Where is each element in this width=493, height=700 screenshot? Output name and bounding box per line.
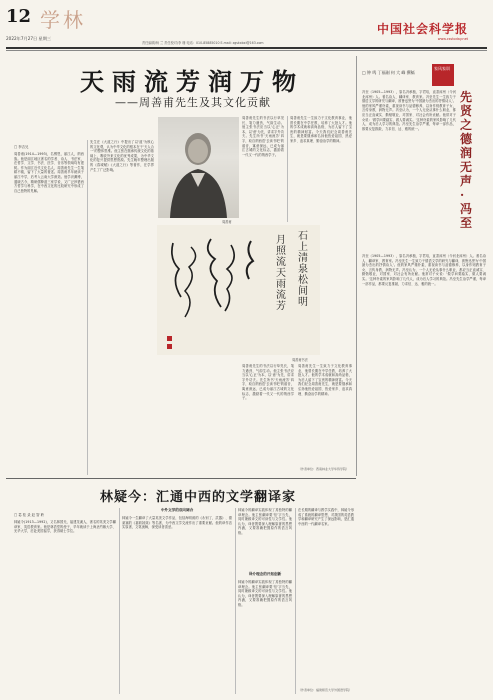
feature-column-3: 周善甫先生的书法以行草见长，笔力遒劲，气韵生动。他主张书法应当以'心正'为本，以'意'为先，讲求字外功夫。先生所书'天雨流芳'四字，取自纳西语'去读书吧'的谐音，寓意深远，已成为丽江古城的文化标志，激励着一代又一代的纳西学子。: [242, 116, 284, 157]
seal-stamp: [167, 344, 172, 349]
sidebar-body: 冯至（1905—1993），原名冯承植，字君培，直隶涿州（今河北涿州）人。著名诗人、翻译家、教育家。冯至先生一生致力于德语文学的研究与翻译，被鲁迅誉为'中国最为杰出的抒情诗人'。他的家风严谨朴素，重视读书与品德修养，以身作则教育子女，言传身教，润物无声。冯至认为，一个人无论从事什么职业，都应当正直诚实、勤勉敬业，对国家、对社会有所贡献。他常对子女说：'做学问要踏实，做人要诚实。'这种朴素的家风影响了几代人，成为后人学习的典范。冯至先生治学严谨，每译一部作品，都要反复推敲，力求信、达、雅的统一。: [362, 90, 456, 131]
column-divider: [287, 116, 288, 222]
feature-column-1: 周善甫(1914—1993)，名锡恩，丽江人，纳西族。他是丽江地区著名的学者、诗人、书法家，在哲学、文学、书法、医学、音乐等领域均有建树。作为丽江近代文化名人，周善甫先生一生笔耕不辍，留下了大量的著述。周善甫早年就读于丽江中学，后考入云南大学深造。他学识渊博，通晓古今，精研儒释道三家学说，又广泛涉猎西方哲学与科学，在中西文化的比较研究中形成了自己独特的见解。: [14, 152, 84, 193]
feature-author-note: （作者单位：西南林业大学华侨学院）: [298, 467, 350, 471]
calligraphy-char: 流: [276, 290, 286, 301]
column-divider: [295, 508, 296, 694]
masthead-rule: [6, 47, 487, 49]
feature-column-3-cont: 周善甫先生的书法以行草见长，笔力遒劲，气韵生动。他主张书法应当以'心正'为本，以'意'为先，讲求字外功夫。先生所书'天雨流芳'四字，取自纳西语'去读书吧'的谐音，寓意深远，已成为丽江古城的文化标志，激励着一代又一代的纳西学子。: [242, 364, 294, 401]
article2-column-1: 林疑今(1913—1992)，又名林国光，福建龙溪人，著名的英美文学翻译家、英语教育家。他是林语堂的侄子，早年就读于上海圣约翰大学、光华大学，后赴美国留学，获得硕士学位。: [14, 520, 116, 534]
calligraphy-char: 松: [298, 275, 308, 286]
calligraphy-char: 石: [298, 231, 308, 242]
column-divider: [235, 508, 236, 694]
calligraphy-char: 天: [276, 268, 286, 279]
feature-column-4: 周善甫先生一生致力于文化教育事业，他曾长期在中学任教，培养了大批人才。他的学术成就和高尚品格，为后人留下了宝贵的精神财富。今天我们纪念周善甫先生，就是要继承和弘扬他热爱祖国、热爱家乡、追求真理、勤奋治学的精神。: [290, 116, 352, 143]
masthead-rule-thin: [6, 50, 487, 51]
sidebar-title: 先贤之德润无声·冯至: [460, 90, 473, 230]
article2-column-3: 林疑今的翻译实践体现了其独特的翻译理念。他主张翻译要'信'字当先，同时兼顾译文的可读性与文学性。他认为，译者既要深入理解原著的思想内涵，又要准确把握原作的语言风格。: [238, 508, 292, 535]
calligraphy-char: 流: [276, 257, 286, 268]
column-divider: [119, 508, 120, 694]
calligraphy-char: 间: [298, 286, 308, 297]
calligraphy-strokes: [161, 233, 261, 348]
sidebar-divider: [356, 56, 357, 476]
calligraphy-char: 雨: [276, 279, 286, 290]
photo-caption: 周善甫: [222, 220, 232, 224]
paper-url: www.csstoday.net: [437, 37, 468, 41]
article2-column-4: 在长期的翻译与教学实践中，林疑今形成了系统的翻译思想，对我国的英语教学和翻译研究产生了深远影响，是汇通中西的一代翻译名家。: [298, 508, 354, 526]
calligraphy-char: 泉: [298, 264, 308, 275]
calligraphy-image: [157, 225, 320, 355]
calligraphy-char: 月: [276, 235, 286, 246]
article-divider: [6, 478, 356, 479]
article2-column-2: 林疑今一生翻译了大量英美文学作品，包括海明威的《永别了，武器》、德莱塞的《嘉莉妹妹》等名著，为中西文学交流作出了重要贡献。他的译作忠实原著，文笔流畅，深受读者喜爱。: [122, 516, 232, 530]
calligraphy-column: [298, 231, 312, 308]
calligraphy-char: 照: [276, 246, 286, 257]
feature-byline: □ 李吉兄: [14, 145, 29, 149]
calligraphy-char: 明: [298, 297, 308, 308]
feature-column-4-cont: 周善甫先生一生致力于文化教育事业，他曾长期在中学任教，培养了大批人才。他的学术成就和高尚品格，为后人留下了宝贵的精神财富。今天我们纪念周善甫先生，就是要继承和弘扬他热爱祖国、热爱家乡、追求真理、勤奋治学的精神。: [298, 364, 352, 396]
feature-subheadline: ——周善甫先生及其文化贡献: [115, 96, 271, 109]
sidebar-tag: 家风家训: [432, 64, 454, 86]
calligraphy-char: 清: [298, 253, 308, 264]
sidebar-body-cont: 冯至（1905—1993），原名冯承植，字君培，直隶涿州（今河北涿州）人。著名诗人、翻译家、教育家。冯至先生一生致力于德语文学的研究与翻译，被鲁迅誉为'中国最为杰出的抒情诗人'。他的家风严谨朴素，重视读书与品德修养，以身作则教育子女，言传身教，润物无声。冯至认为，一个人无论从事什么职业，都应当正直诚实、勤勉敬业，对国家、对社会有所贡献。他常对子女说：'做学问要踏实，做人要诚实。'这种朴素的家风影响了几代人，成为后人学习的典范。冯至先生治学严谨，每译一部作品，都要反复推敲，力求信、达、雅的统一。: [362, 254, 486, 286]
calligraphy-char: 芳: [276, 301, 286, 312]
feature-headline: 天雨流芳润万物: [80, 67, 304, 96]
calligraphy-column: [276, 235, 290, 312]
seal-stamp: [167, 336, 172, 341]
article2-column-3-cont: 林疑今的翻译实践体现了其独特的翻译理念。他主张翻译要'信'字当先，同时兼顾译文的可读性与文学性。他认为，译者既要深入理解原著的思想内涵，又要准确把握原作的语言风格。: [238, 580, 292, 607]
article2-byline: □ 葛 桂 录 赵 智 聆: [14, 513, 45, 517]
sidebar-header: □ 钟 鸣 丁福刚 何 大 峰 撰稿: [362, 70, 415, 75]
feature-column-2: 先生在《大道之行》中提出了以'道'为核心的文化观，认为中华文化的根本在于'天人合一'的整体思维。他主张在继承传统文化的基础上，吸收外来文化的优秀成果，为中华文化的复兴提供思想资源。先生晚年整理出版的《春城赋》《大道之行》等著作，在学界产生了广泛影响。: [90, 140, 154, 172]
editor-info: 责任编辑/杨 兰 责任校对/李 珊 电话：010-85885010 E-mail: zgskxbxl@163.com: [142, 41, 264, 45]
paper-logo: 中国社会科学报: [376, 22, 468, 36]
article2-section-heading: 中外文学的双向调合: [160, 508, 194, 512]
section-name: 学林: [40, 8, 86, 32]
calligraphy-char: 上: [298, 242, 308, 253]
page-number: 12: [6, 6, 32, 27]
portrait-photo: [158, 117, 239, 218]
article2-section-heading: 译介理念的开拓创新: [248, 572, 282, 576]
calligraphy-caption: 周善甫书法: [292, 358, 308, 362]
issue-date: 2022年7月27日 星期三: [6, 36, 52, 41]
article2-author-note: （作者单位：福建师范大学外国语学院）: [298, 688, 353, 692]
article2-headline: 林疑今：汇通中西的文学翻译家: [100, 490, 297, 505]
column-divider: [87, 140, 88, 475]
